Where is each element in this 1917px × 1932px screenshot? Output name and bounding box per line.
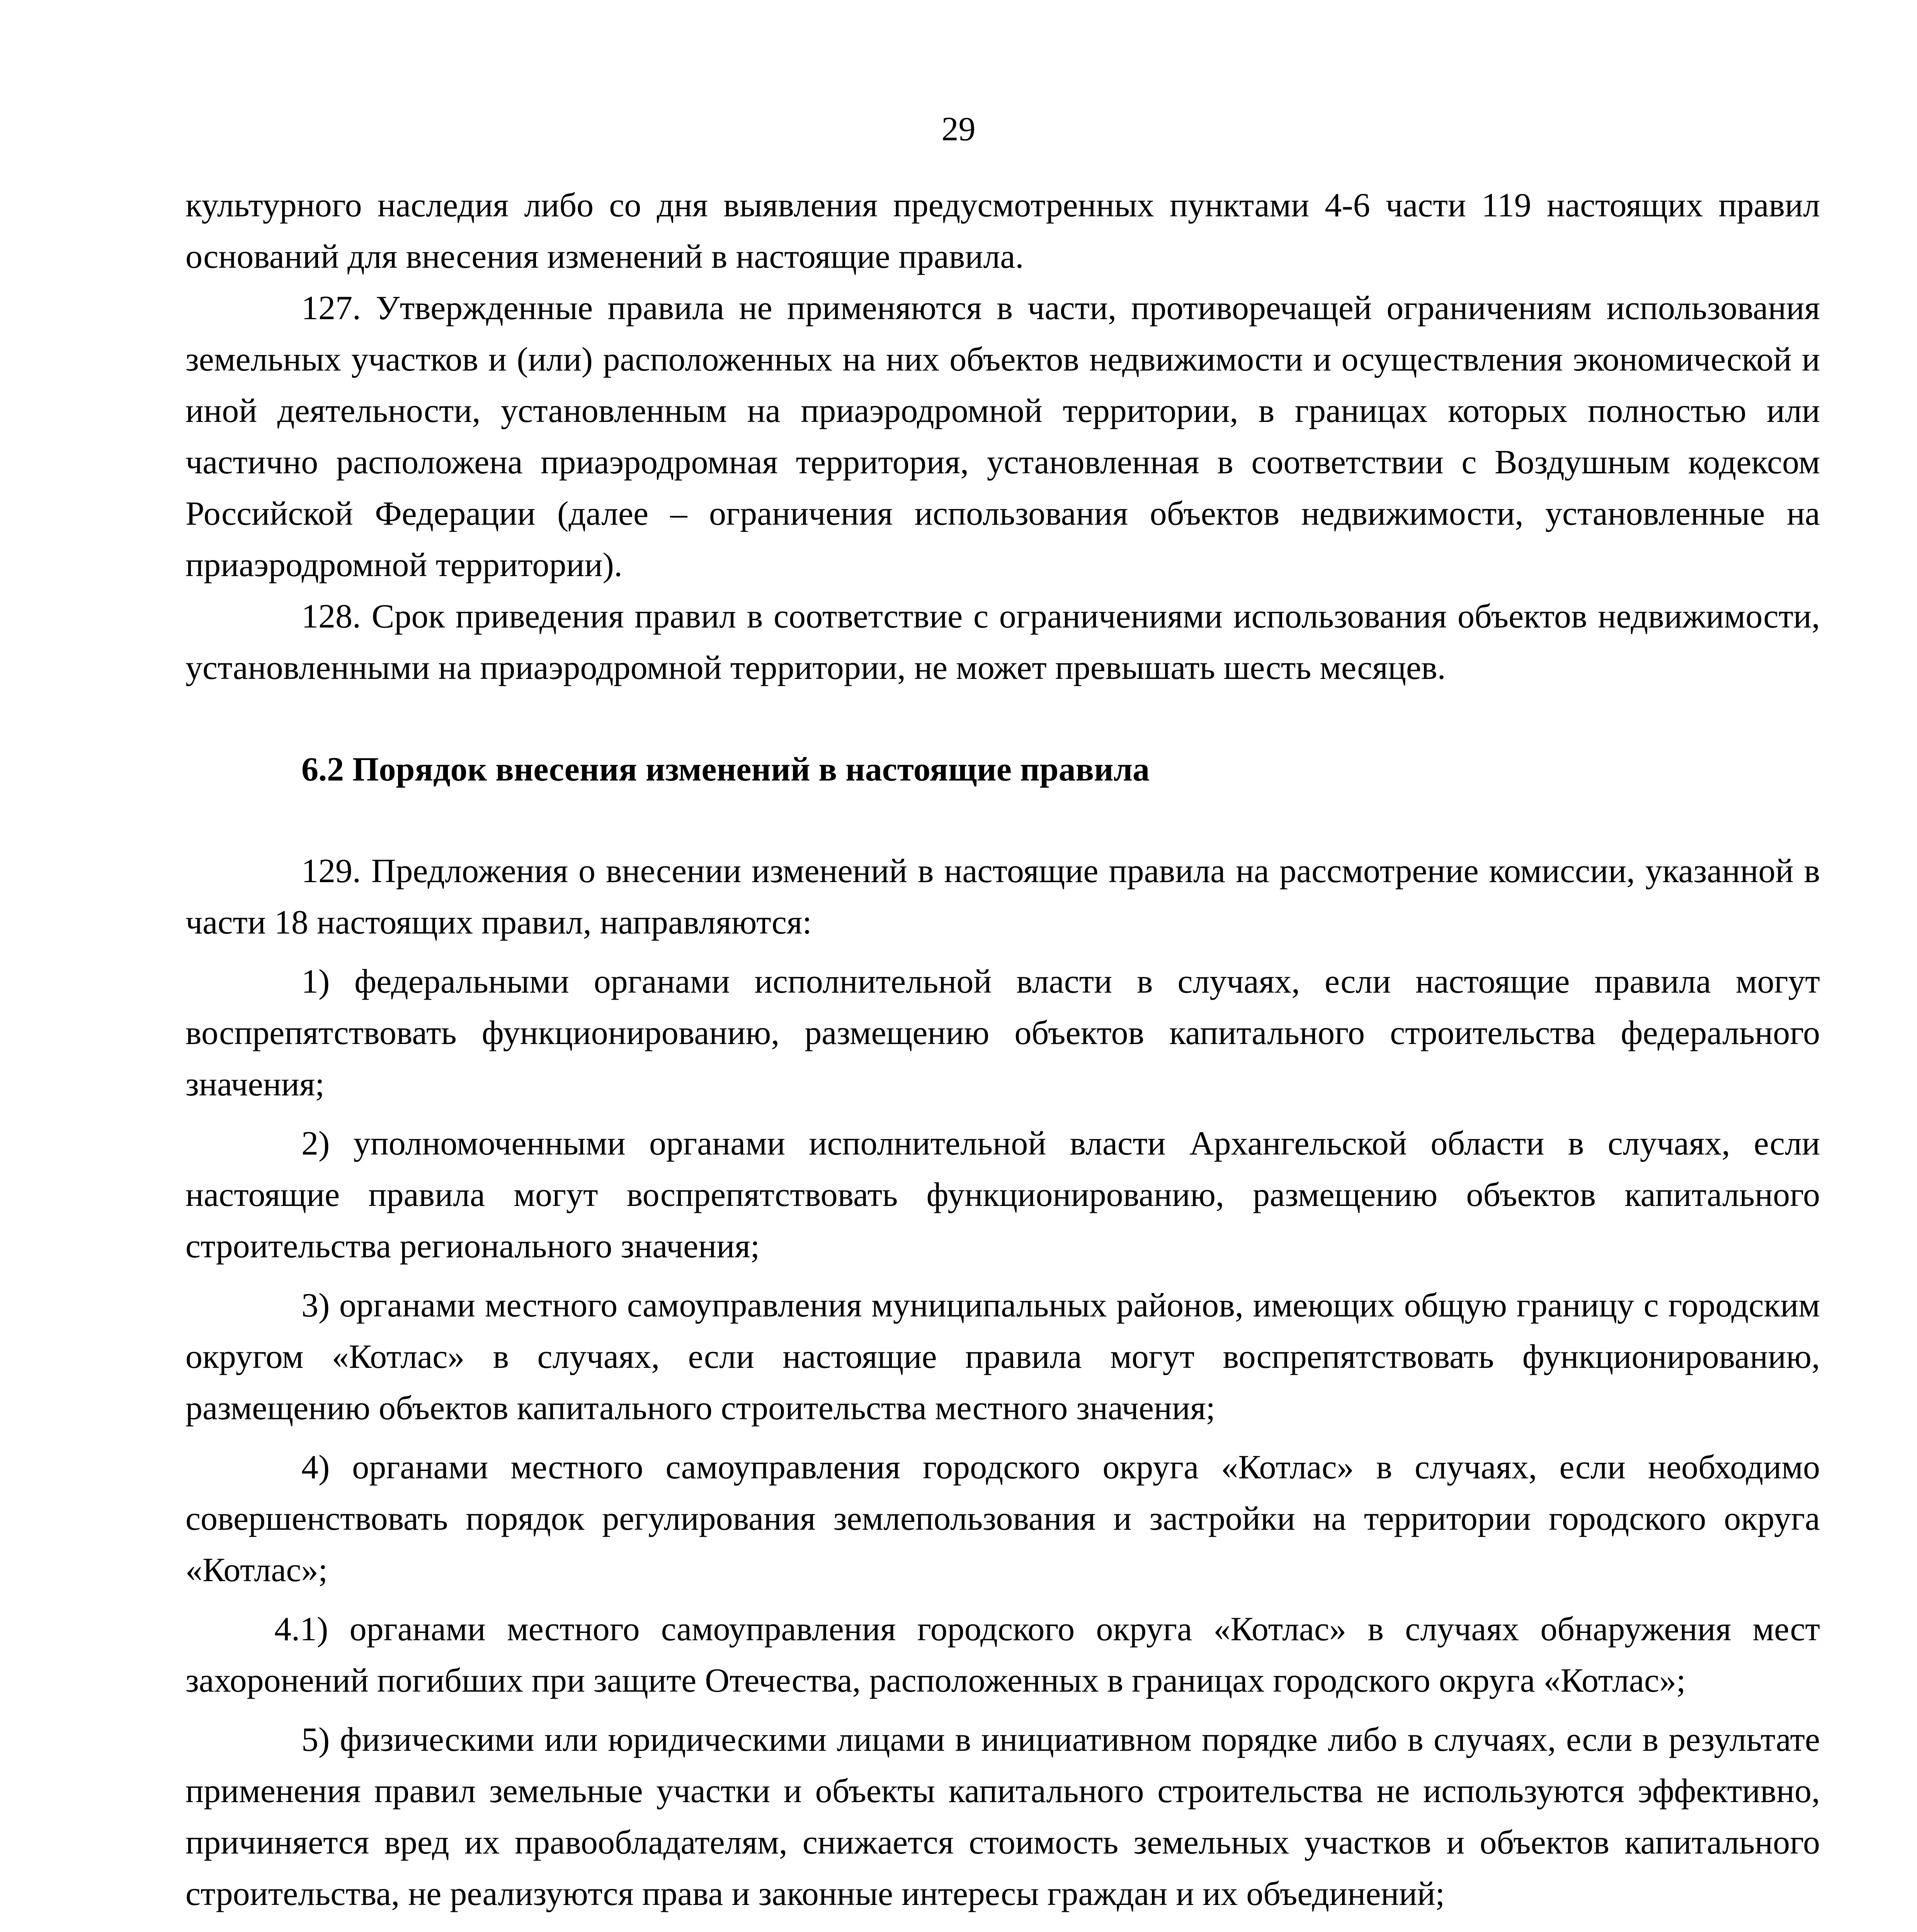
page-number: 29 [941,111,976,148]
list-item-2: 2) уполномоченными органами исполнительной власти Архангельской области в случаях, если настоящие правила могут воспрепятствовать функционированию, размещению объектов капитального строительства регионального значения; [185,1125,1820,1265]
paragraph-127: 127. Утвержденные правила не применяются в части, противоречащей ограничениям использования земельных участков и (или) расположенных на них объектов недвижимости и осуществления экономической и иной деятельности, установленным на приаэродромной территории, в границах которых полностью или частично расположена приаэродромная территория, установленная в соответствии с Воздушным кодексом Российской Федерации (далее – ограничения использования объектов недвижимости, установленные на приаэродромной территории). [185,289,1820,584]
list-item-4-1: 4.1) органами местного самоуправления городского округа «Котлас» в случаях обнаружения мест захоронений погибших при защите Отечества, расположенных в границах городского округа «Котлас»; [185,1611,1820,1699]
section-heading: 6.2 Порядок внесения изменений в настоящие правила [301,751,1150,788]
list-item-5: 5) физическими или юридическими лицами в инициативном порядке либо в случаях, если в результате применения правил земельные участки и объекты капитального строительства не используются эффективно, причиняется вред их правообладателям, снижается стоимость земельных участков и объектов капитального строительства, не реализуются права и законные интересы граждан и их объединений; [185,1721,1820,1913]
list-item-6 [185,1927,1820,1932]
paragraph-continuation: культурного наследия либо со дня выявления предусмотренных пунктами 4-6 части 119 настоящих правил оснований для внесения изменений в настоящие правила. [185,187,1820,276]
list-item-1: 1) федеральными органами исполнительной власти в случаях, если настоящие правила могут воспрепятствовать функционированию, размещению объектов капитального строительства федерального значения; [185,963,1820,1103]
paragraph-129: 129. Предложения о внесении изменений в настоящие правила на рассмотрение комиссии, указанной в части 18 настоящих правил, направляются: [185,852,1820,941]
paragraph-128: 128. Срок приведения правил в соответствие с ограничениями использования объектов недвижимости, установленными на приаэродромной территории, не может превышать шесть месяцев. [185,598,1820,687]
list-item-4: 4) органами местного самоуправления городского округа «Котлас» в случаях, если необходимо совершенствовать порядок регулирования землепользования и застройки на территории городского округа «Котлас»; [185,1449,1820,1589]
list-item-3: 3) органами местного самоуправления муниципальных районов, имеющих общую границу с городским округом «Котлас» в случаях, если настоящие правила могут воспрепятствовать функционированию, размещению объектов капитального строительства местного значения; [185,1287,1820,1427]
document-body [185,180,1820,1932]
